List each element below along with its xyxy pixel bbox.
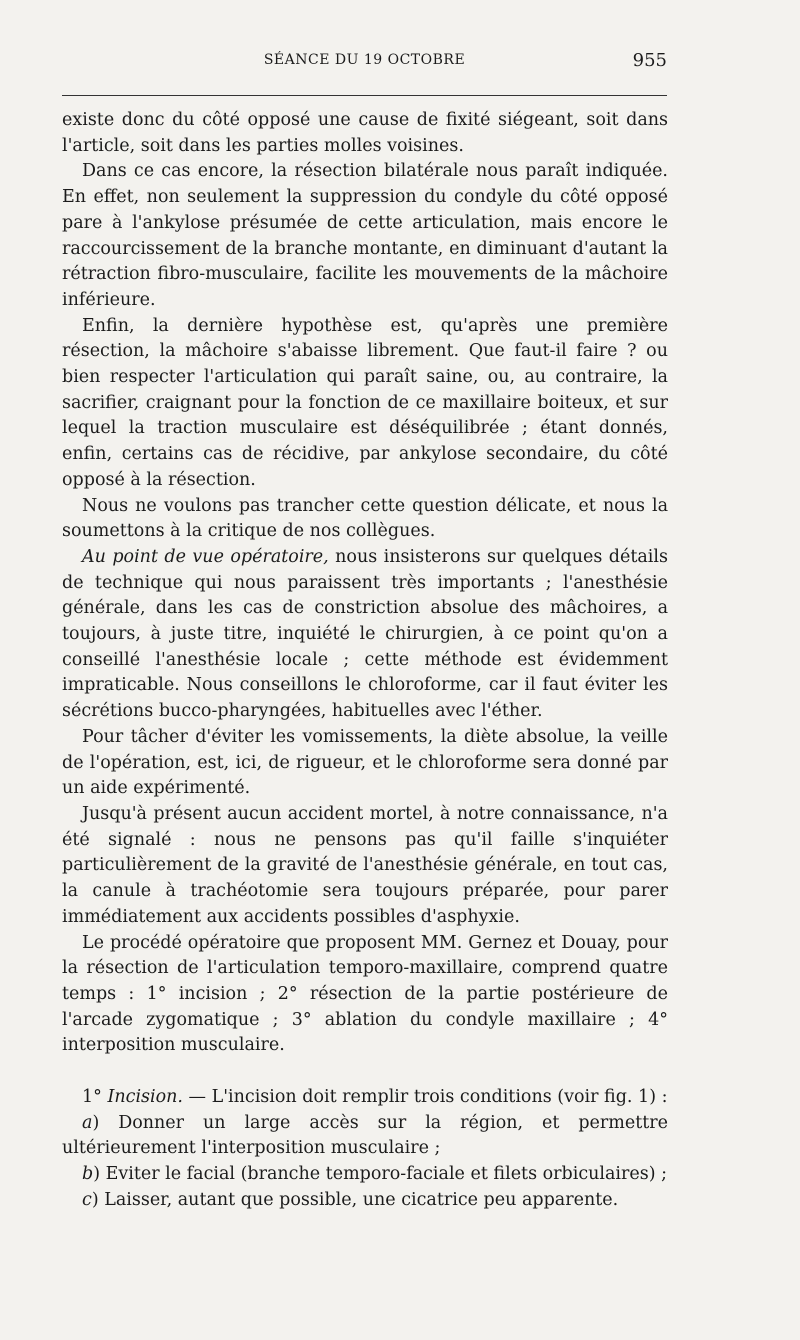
list-text: ) Eviter le facial (branche temporo-faciale et filets orbiculaires) ; — [93, 1164, 668, 1185]
section-heading-paragraph — [62, 1085, 668, 1111]
section-text: — L'incision doit remplir trois conditions (voir fig. 1) : — [182, 1087, 668, 1108]
section-number: 1° — [82, 1087, 108, 1108]
header-rule — [62, 95, 667, 96]
paragraph: Pour tâcher d'éviter les vomissements, la diète absolue, la veille de l'opération, est, ici, de rigueur, et le chloroforme sera donné par un aide expérimenté. — [62, 726, 668, 799]
body-text — [62, 108, 668, 1214]
running-title: SÉANCE DU 19 OCTOBRE — [263, 52, 466, 68]
italic-phrase: Au point de vue opératoire, — [82, 546, 329, 567]
section-gap — [62, 1059, 668, 1085]
list-item — [62, 1162, 668, 1188]
section-title: Incision. — [107, 1087, 183, 1108]
paragraph: existe donc du côté opposé une cause de fixité siégeant, soit dans l'article, soit dans les parties molles voisines. — [62, 110, 668, 156]
paragraph: Dans ce cas encore, la résection bilatérale nous paraît indiquée. En effet, non seulement la suppression du condyle du côté opposé pare à l'ankylose présumée de cette articulation, mais encore le raccourcissement de la branche montante, en diminuant d'autant la rétraction fibro-musculaire, facilite les mouvements de la mâchoire inférieure. — [62, 161, 668, 310]
list-letter: b — [82, 1164, 94, 1185]
paragraph: Enfin, la dernière hypothèse est, qu'après une première résection, la mâchoire s'abaisse librement. Que faut-il faire ? ou bien respecter l'articulation qui paraît saine, ou, au contraire, la sacrifier, craignant pour la fonction de ce maxillaire boiteux, et sur lequel la traction musculaire est déséquilibrée ; étant donnés, enfin, certains cas de récidive, par ankylose secondaire, du côté opposé à la résection. — [62, 315, 668, 490]
list-item — [62, 1188, 668, 1214]
list-text: ) Laisser, autant que possible, une cicatrice peu apparente. — [91, 1189, 619, 1210]
list-letter: a — [82, 1112, 93, 1133]
paragraph: Le procédé opératoire que proposent MM. Gernez et Douay, pour la résection de l'articulation temporo-maxillaire, comprend quatre temps : 1° incision ; 2° résection de la partie postérieure de l'arcade zygomatique ; 3° ablation du condyle maxillaire ; 4° interposition musculaire. — [62, 932, 668, 1056]
page-header — [62, 52, 667, 80]
page-number: 955 — [632, 50, 667, 71]
list-letter: c — [82, 1189, 92, 1210]
paragraph-text: nous insisterons sur quelques détails de technique qui nous paraissent très importants ; l'anesthésie générale, dans les cas de constriction absolue des mâchoires, a toujours, à juste titre, inquiété le chirurgien, à ce point qu'on a conseillé l'anesthésie locale ; cette méthode est évidemment impraticable. Nous conseillons le chloroforme, car il faut éviter les sécrétions bucco-pharyngées, habituelles avec l'éther. — [62, 546, 668, 722]
paragraph: Jusqu'à présent aucun accident mortel, à notre connaissance, n'a été signalé : nous ne pensons pas qu'il faille s'inquiéter particulièrement de la gravité de l'anesthésie générale, en tout cas, la canule à trachéotomie sera toujours préparée, pour parer immédiatement aux accidents possibles d'asphyxie. — [62, 803, 668, 927]
paragraph: Nous ne voulons pas trancher cette question délicate, et nous la soumettons à la critique de nos collègues. — [62, 495, 668, 542]
paragraph — [62, 545, 668, 725]
list-item — [62, 1111, 668, 1162]
list-text: ) Donner un large accès sur la région, et permettre ultérieurement l'interposition musculaire ; — [62, 1112, 668, 1159]
